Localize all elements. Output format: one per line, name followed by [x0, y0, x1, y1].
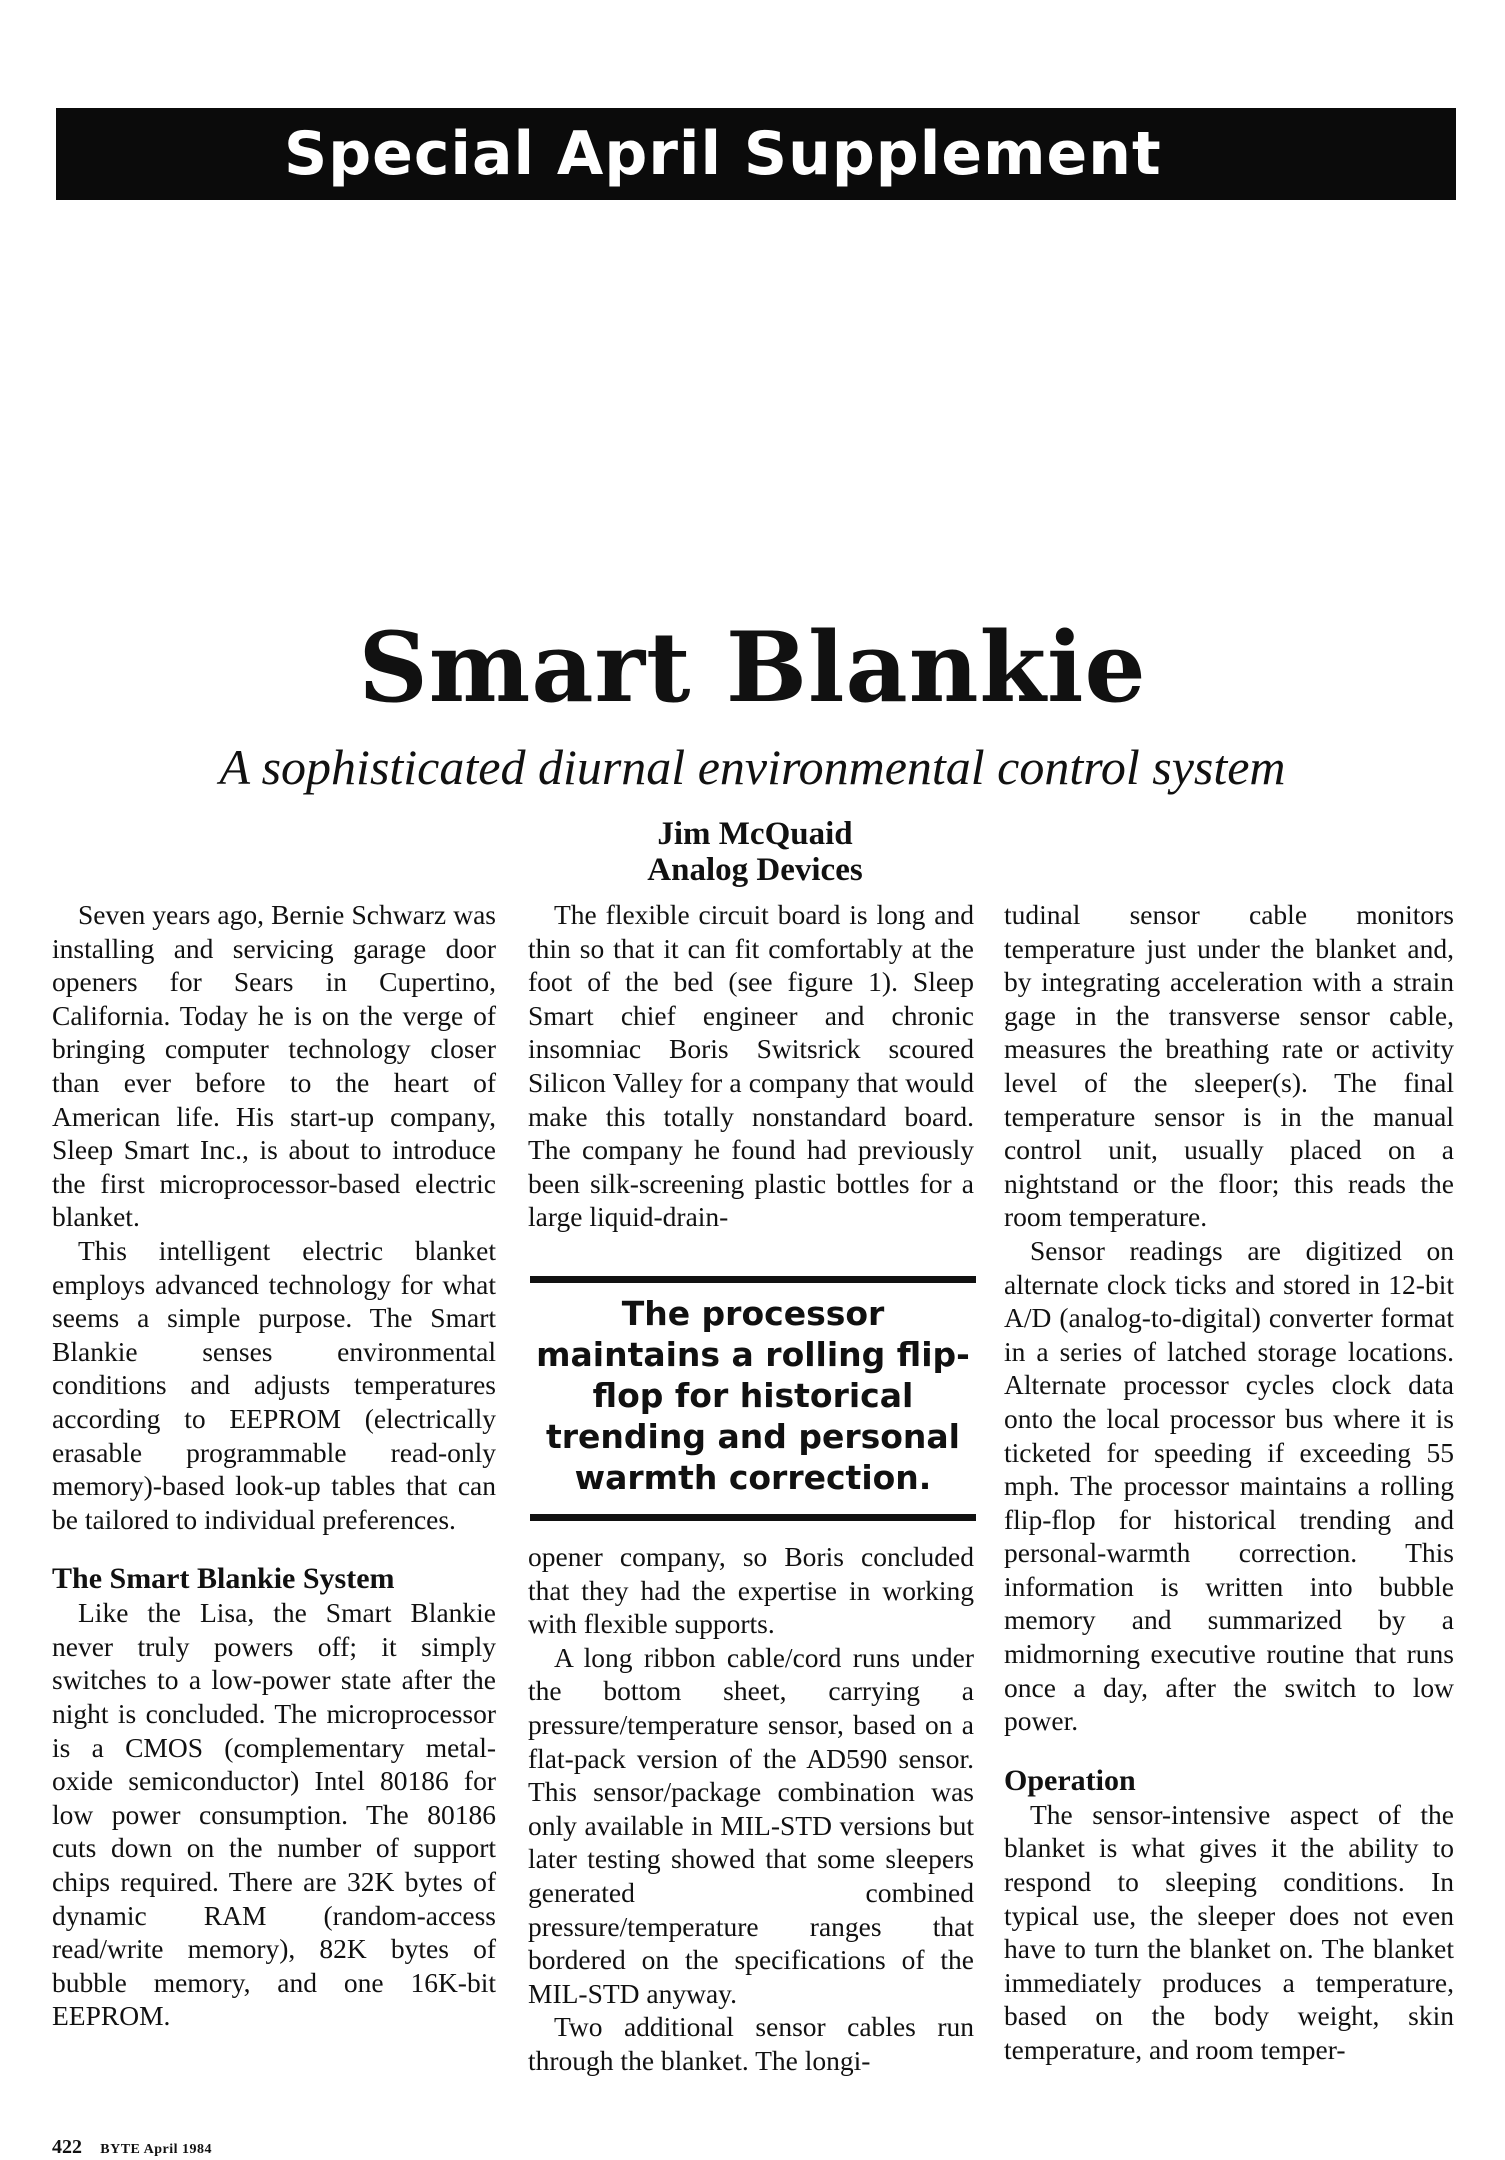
pull-quote: The processor maintains a rolling flip-flop for historical trending and personal warmth correction. [530, 1276, 976, 1521]
paragraph: tudinal sensor cable monitors temperature just under the blanket and, by integrating acceleration with a strain gage in the transverse sensor cable, measures the breathing rate or activity level of the sleeper(s). The final temperature sensor is in the manual control unit, usually placed on a nightstand or the floor; this reads the room temperature. [1004, 899, 1454, 1233]
paragraph: This intelligent electric blanket employs advanced technology for what seems a simple purpose. The Smart Blankie senses environmental conditions and adjusts temperatures according to EEPROM (electrically erasable programmable read-only memory)-based look-up tables that can be tailored to individual preferences. [52, 1234, 496, 1535]
paragraph: Seven years ago, Bernie Schwarz was installing and servicing garage door openers for Sears in Cupertino, California. Today he is on the verge of bringing computer technology closer than ever before to the heart of American life. His start-up company, Sleep Smart Inc., is about to introduce the first microprocessor-based electric blanket. [52, 899, 496, 1233]
section-heading: The Smart Blankie System [52, 1562, 395, 1596]
author-name: Jim McQuaid [657, 816, 853, 852]
article-subtitle: A sophisticated diurnal environmental control system [219, 739, 1286, 795]
column-1 [52, 898, 496, 2033]
article-title: Smart Blankie [358, 611, 1147, 724]
paragraph: A long ribbon cable/cord runs under the bottom sheet, carrying a pressure/temperature sensor, based on a flat-pack version of the AD590 sensor. This sensor/package combination was only available in MIL-STD versions but later testing showed that some sleepers generated combined pressure/temperature ranges that bordered on the specifications of the MIL-STD anyway. [528, 1641, 974, 2009]
paragraph: The sensor-intensive aspect of the blanket is what gives it the ability to respond to sleeping conditions. In typical use, the sleeper does not even have to turn the blanket on. The blanket immediately produces a temperature, based on the body weight, skin temperature, and room temper- [1004, 1798, 1454, 2065]
paragraph: The flexible circuit board is long and thin so that it can fit comfortably at the foot of the bed (see figure 1). Sleep Smart chief engineer and chronic insomniac Boris Switsrick scoured Silicon Valley for a company that would make this totally nonstandard board. The company he found had previously been silk-screening plastic bottles for a large liquid-drain- [528, 899, 974, 1233]
column-2-top [528, 898, 974, 1234]
byline [520, 816, 990, 888]
page-footer [52, 2136, 212, 2159]
paragraph: Sensor readings are digitized on alternate clock ticks and stored in 12-bit A/D (analog-to-digital) converter format in a series of latched storage locations. Alternate processor cycles clock data onto the local processor bus where it is ticketed for speeding if exceeding 55 mph. The processor maintains a rolling flip-flop for historical trending and personal-warmth correction. This information is written into bubble memory and summarized by a midmorning executive routine that runs once a day, after the switch to low power. [1004, 1234, 1454, 1737]
paragraph: opener company, so Boris concluded that they had the expertise in working with flexible supports. [528, 1541, 974, 1640]
page-number: 422 [52, 2136, 82, 2158]
paragraph: Like the Lisa, the Smart Blankie never truly powers off; it simply switches to a low-power state after the night is concluded. The microprocessor is a CMOS (complementary metal-oxide semiconductor) Intel 80186 for low power consumption. The 80186 cuts down on the number of support chips required. There are 32K bytes of dynamic RAM (random-access read/write memory), 82K bytes of bubble memory, and one 16K-bit EEPROM. [52, 1597, 496, 2032]
publication-info: BYTE April 1984 [100, 2142, 212, 2157]
banner-title: Special April Supplement [284, 119, 1162, 189]
paragraph: Two additional sensor cables run through the blanket. The longi- [528, 2011, 974, 2076]
supplement-banner [56, 108, 1456, 200]
section-heading: Operation [1004, 1763, 1136, 1797]
column-2-bottom [528, 1540, 974, 2078]
author-affiliation: Analog Devices [647, 852, 863, 888]
column-3 [1004, 898, 1454, 2067]
